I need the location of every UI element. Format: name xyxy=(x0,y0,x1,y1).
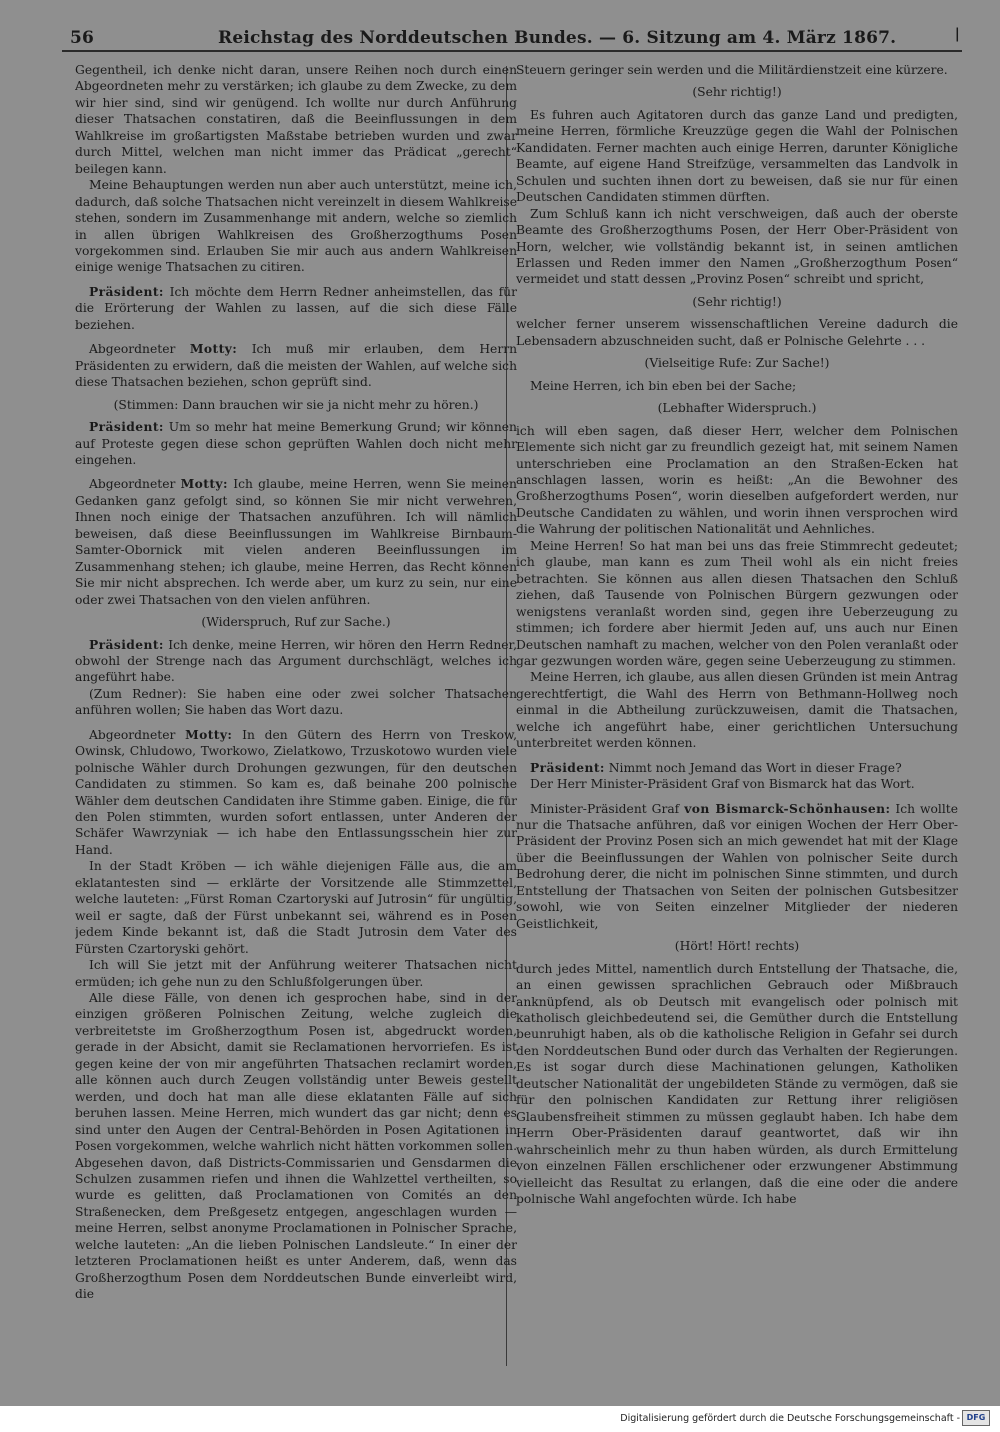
paragraph: Meine Behauptungen werden nun aber auch unterstützt, meine ich, dadurch, daß solche Thatsachen nicht vereinzelt in diesem Wahlkreise stehen, sondern im Zusammenhange mit andern, welche so ziemlich in allen übrigen Wahlkreisen des Großherzogthums Posen vorgekommen sind. Erlauben Sie mir auch aus andern Wahlkreisen einige wenige Thatsachen zu citiren. xyxy=(75,178,517,275)
page-number: 56 xyxy=(70,28,95,48)
speaker-name: Motty: xyxy=(185,726,233,742)
speech-text: In den Gütern des Herrn von Treskow, Owinsk, Chludowo, Tworkowo, Zielatkowo, Trzuskotowo wurden viele polnische Wähler durch Drohungen gezwungen, für den deutschen Candidaten zu stimmen. So kam es, daß beinahe 200 polnische Wähler dem deutschen Candidaten ihre Stimme gaben. Einige, die für den Polen stimmten, wurden sofort entlassen, unter Anderen der Schäfer Wawrzyniak — ich habe den Entlassungsschein hier zur Hand. xyxy=(75,727,517,857)
speech-paragraph xyxy=(75,637,517,686)
digitization-credit: Digitalisierung gefördert durch die Deutsche Forschungsgemeinschaft - xyxy=(620,1413,960,1424)
speech-text: Ich glaube, meine Herren, wenn Sie meinen Gedanken ganz gefolgt sind, so können Sie mir nicht verwehren, Ihnen noch einige der Thatsachen anzuführen. Ich will nämlich beweisen, daß diese Beeinflussungen im Wahlkreise Birnbaum-Samter-Obornick mit vielen anderen Beeinflussungen im Zusammenhang stehen; ich glaube, meine Herren, das Recht können Sie mir nicht absprechen. Ich werde aber, um kurz zu sein, nur eine oder zwei Thatsachen von den vielen anführen. xyxy=(75,477,517,607)
speaker-name: Präsident: xyxy=(530,759,605,775)
speaker-name: von Bismarck-Schönhausen: xyxy=(684,800,891,816)
speaker-name: Motty: xyxy=(180,476,228,492)
interjection: (Stimmen: Dann brauchen wir sie ja nicht mehr zu hören.) xyxy=(113,397,479,412)
paragraph: In der Stadt Kröben — ich wähle diejenigen Fälle aus, die am eklatantesten sind — erklärte der Vorsitzende alle Stimmzettel, welche lauteten: „Fürst Roman Czartoryski auf Jutrosin“ für ungültig, weil er sagte, daß der Fürst unbekannt sei, während es in Posen jedem Kinde bekannt ist, daß die Stadt Jutrosin dem Vater des Fürsten Czartoryski gehört. xyxy=(75,859,517,956)
speech-paragraph xyxy=(75,419,517,468)
speaker-prefix: Abgeordneter xyxy=(89,727,176,742)
speech-paragraph xyxy=(75,284,517,333)
speaker-name: Präsident: xyxy=(89,419,164,435)
paragraph: Es fuhren auch Agitatoren durch das ganze Land und predigten, meine Herren, förmliche Kreuzzüge gegen die Wahl der Polnischen Kandidaten. Ferner machten auch einige Herren, darunter Königliche Beamte, auf eigene Hand Streifzüge, versammelten das Landvolk in Schulen und suchten ihnen dort zu beweisen, daß sie nur für einen Deutschen Candidaten stimmen dürften. xyxy=(516,107,958,205)
paragraph: welcher ferner unserem wissenschaftlichen Vereine dadurch die Lebensadern abzuschneiden sucht, daß er Polnische Gelehrte . . . xyxy=(516,317,958,348)
running-title: Reichstag des Norddeutschen Bundes. — 6. Sitzung am 4. März 1867. xyxy=(218,28,897,48)
edge-mark: | xyxy=(954,26,960,42)
speaker-prefix: Minister-Präsident Graf xyxy=(530,801,680,816)
speaker-prefix: Abgeordneter xyxy=(89,342,176,357)
speech-text: Nimmt noch Jemand das Wort in dieser Frage? xyxy=(608,760,902,775)
speech-text: Ich muß mir erlauben, dem Herrn Präsidenten zu erwidern, daß die meisten der Wahlen, auf welche sich diese Thatsachen beziehen, schon geprüft sind. xyxy=(75,342,517,390)
paragraph: Gegentheil, ich denke nicht daran, unsere Reihen noch durch einen Abgeordneten mehr zu verstärken; ich glaube zu dem Zwecke, zu dem wir hier sind, sind wir genügend. Ich wollte nur durch Anführung dieser Thatsachen constatiren, daß die Beeinflussungen in dem Wahlkreise im großartigsten Maßstabe betrieben wurden und zwar durch Mittel, welchen man nicht immer das Prädicat „gerecht“ beilegen kann. xyxy=(75,63,517,176)
speaker-name: Motty: xyxy=(189,341,238,357)
left-column xyxy=(75,62,517,1362)
paragraph: Zum Schluß kann ich nicht verschweigen, daß auch der oberste Beamte des Großherzogthums Posen, der Herr Ober-Präsident von Horn, welcher, wie vollständig bekannt ist, in seinen amtlichen Erlassen und Reden immer den Namen „Großherzogthum Posen“ vermeidet und statt dessen „Provinz Posen“ schreibt und spricht, xyxy=(516,206,958,287)
speech-text: Ich möchte dem Herrn Redner anheimstellen, das für die Erörterung der Wahlen zu lassen, auf die sich diese Fälle beziehen. xyxy=(75,284,517,332)
paragraph: Steuern geringer sein werden und die Militärdienstzeit eine kürzere. xyxy=(516,63,948,77)
interjection: (Hört! Hört! rechts) xyxy=(674,939,800,954)
speaker-prefix: Abgeordneter xyxy=(89,477,176,492)
right-column xyxy=(516,62,958,1362)
speech-paragraph xyxy=(516,801,958,933)
dfg-logo: DFG xyxy=(962,1410,990,1426)
speech-paragraph xyxy=(75,727,517,859)
speech-paragraph xyxy=(75,476,517,608)
paragraph: Alle diese Fälle, von denen ich gesprochen habe, sind in der einzigen größeren Polnischen Zeitung, welche zugleich die verbreitetste im Großherzogthum Posen ist, abgedruckt worden, gerade in der Absicht, damit sie Reclamationen hervorriefen. Es ist gegen keine der von mir angeführten Thatsachen reclamirt worden, alle können auch durch Zeugen vollständig unter Beweis gestellt werden, und doch hat man alle diese eklatanten Fälle auf sich beruhen lassen. Meine Herren, mich wundert das gar nicht; denn es sind unter den Augen der Central-Behörden in Posen Agitationen in Posen vorgekommen, welche wahrlich nicht hätten vorkommen sollen. Abgesehen davon, daß Districts-Commissarien und Gensdarmen die Schulzen zusammen riefen und ihnen die Wahlzettel vertheilten, so wurde es gelitten, daß Proclamationen von Comités an den Straßenecken, dem Preßgesetz entgegen, angeschlagen wurden — meine Herren, selbst anonyme Proclamationen in Polnischer Sprache, welche lauteten: „An die lieben Polnischen Landsleute.“ In einer der letzteren Proclamationen heißt es unter Anderem, daß, wenn das Großherzogthum Posen dem Norddeutschen Bunde einverleibt wird, die xyxy=(75,991,517,1302)
speech-text: Um so mehr hat meine Bemerkung Grund; wir können auf Proteste gegen diese schon geprüften Wahlen doch nicht mehr eingehen. xyxy=(75,420,517,467)
paragraph: Der Herr Minister-Präsident Graf von Bismarck hat das Wort. xyxy=(530,777,915,792)
paragraph: Meine Herren, ich glaube, aus allen diesen Gründen ist mein Antrag gerechtfertigt, die Wahl des Herrn von Bethmann-Hollweg noch einmal in die Abtheilung zurückzuweisen, damit die Thatsachen, welche ich angeführt habe, einer gerichtlichen Untersuchung unterbreitet werden können. xyxy=(516,670,958,751)
interjection: (Lebhafter Widerspruch.) xyxy=(657,401,817,416)
speech-paragraph xyxy=(75,341,517,390)
interjection: (Sehr richtig!) xyxy=(692,294,782,309)
speaker-name: Präsident: xyxy=(89,636,164,652)
speech-text: Ich wollte nur die Thatsache anführen, daß vor einigen Wochen der Herr Ober-Präsident der Provinz Posen sich an mich gewendet hat mit der Klage über die Beeinflussungen der Wahlen von polnischer Seite durch Bedrohung derer, die nicht im polnischen Sinne stimmten, und durch Entstellung der Thatsachen von Seiten der polnischen Gutsbesitzer sowohl, wie von Seiten einzelner Mitglieder der niederen Geistlichkeit, xyxy=(516,801,958,931)
page-header xyxy=(62,26,962,52)
paragraph: Meine Herren, ich bin eben bei der Sache; xyxy=(530,378,797,393)
interjection: (Widerspruch, Ruf zur Sache.) xyxy=(201,615,391,630)
speech-text: Ich denke, meine Herren, wir hören den Herrn Redner, obwohl der Strenge nach das Argument durchschlägt, welches ich angeführt habe. xyxy=(75,637,517,685)
paragraph: (Zum Redner): Sie haben eine oder zwei solcher Thatsachen anführen wollen; Sie haben das Wort dazu. xyxy=(75,686,517,718)
paragraph: durch jedes Mittel, namentlich durch Entstellung der Thatsache, die, an einen gewissen sprachlichen Gebrauch oder Mißbrauch anknüpfend, als ob Deutsch mit evangelisch oder polnisch mit katholisch gleichbedeutend sei, die Gemüther durch die Entstellung beunruhigt haben, als ob die katholische Religion in Gefahr sei durch den Norddeutschen Bund oder durch das Verhalten der Regierungen. Es ist sogar durch diese Machinationen gelungen, Katholiken deutscher Nationalität der ungebildeten Stände zu vermögen, daß sie für den polnischen Kandidaten zur Rettung ihrer religiösen Glaubensfreiheit stimmen zu müssen geglaubt haben. Ich habe dem Herrn Ober-Präsidenten darauf geantwortet, daß wir ihn wahrscheinlich mehr zu thun haben würden, als durch Ermittelung von einzelnen Fällen erschlichener oder erzwungener Abstimmung vielleicht das Resultat zu erlangen, daß die eine oder die andere polnische Wahl angefochten würde. Ich habe xyxy=(516,961,958,1206)
interjection: (Sehr richtig!) xyxy=(692,85,782,100)
paragraph: Meine Herren! So hat man bei uns das freie Stimmrecht gedeutet; ich glaube, man kann es zum Theil wohl als ein nicht freies betrachten. Sie können aus allen diesen Thatsachen den Schluß ziehen, daß Tausende von Polnischen Bürgern gezwungen oder wenigstens veranlaßt worden sind, gegen ihre Ueberzeugung zu stimmen; ich fordere aber hiermit Jeden auf, uns auch nur Einen Deutschen namhaft zu machen, welcher von den Polen veranlaßt oder gar gezwungen worden wäre, gegen seine Ueberzeugung zu stimmen. xyxy=(516,538,958,668)
interjection: (Vielseitige Rufe: Zur Sache!) xyxy=(644,356,830,371)
speech-paragraph xyxy=(516,760,958,776)
paragraph: Ich will Sie jetzt mit der Anführung weiterer Thatsachen nicht ermüden; ich gehe nun zu den Schlußfolgerungen über. xyxy=(75,958,517,989)
paragraph: ich will eben sagen, daß dieser Herr, welcher dem Polnischen Elemente sich nicht gar zu freundlich gezeigt hat, mit seinem Namen unterschrieben eine Proclamation an den Straßen-Ecken hat anschlagen lassen, worin es heißt: „An die Bewohner des Großherzogthums Posen“, worin dieselben aufgefordert werden, nur Deutsche Candidaten zu wählen, und worin ihnen versprochen wird die Wahrung der politischen Nationalität und Aehnliches. xyxy=(516,423,958,537)
speaker-name: Präsident: xyxy=(89,283,164,299)
